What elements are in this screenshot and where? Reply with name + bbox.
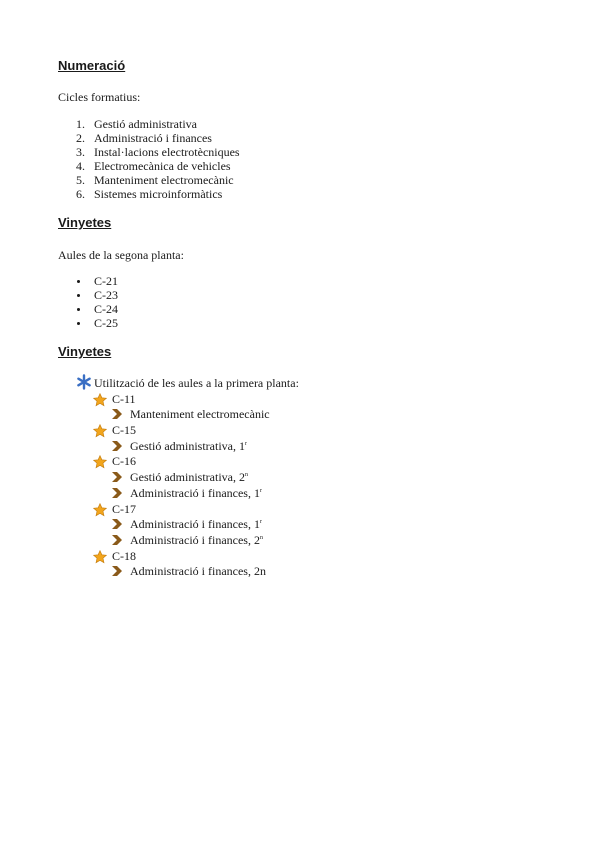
intro-cicles: Cicles formatius:: [58, 90, 141, 104]
list-item: [58, 316, 118, 330]
ordinal-suffix: r: [259, 487, 262, 494]
ordinal-suffix: n: [259, 534, 263, 541]
list-text: Manteniment electromecànic: [94, 173, 234, 187]
list-item: [58, 173, 240, 187]
room-item: [58, 502, 299, 518]
list-item: [58, 187, 240, 201]
room-item: [58, 423, 299, 439]
list-text: Gestió administrativa: [94, 117, 197, 131]
room-use-text: Administració i finances, 2n: [130, 564, 266, 579]
room-use-item: [58, 407, 299, 423]
ordinal-suffix: r: [259, 519, 262, 526]
bullet-dot-icon: [77, 308, 80, 311]
list-text: C-21: [94, 274, 118, 288]
room-label: C-15: [112, 423, 136, 438]
list-item: [58, 145, 240, 159]
heading-numeracio: Numeració: [58, 58, 126, 73]
room-use-text: Administració i finances, 1: [130, 517, 260, 532]
bullet-dot-icon: [77, 280, 80, 283]
ordinal-suffix: r: [244, 440, 247, 447]
room-use-text: Administració i finances, 2: [130, 532, 260, 547]
list-number: 2.: [76, 131, 85, 145]
list-item: [58, 274, 118, 288]
intro-aules-segona: Aules de la segona planta:: [58, 248, 184, 262]
list-number: 4.: [76, 159, 85, 173]
ordinal-suffix: n: [244, 472, 248, 479]
room-use-item: [58, 486, 299, 502]
list-item: [58, 376, 299, 392]
list-text: Utilització de les aules a la primera planta:: [94, 376, 299, 390]
room-use-item: [58, 517, 299, 533]
list-number: 5.: [76, 173, 85, 187]
list-text: C-23: [94, 288, 118, 302]
picture-bullet-list: [58, 376, 299, 580]
heading-vinyetes-1: Vinyetes: [58, 215, 112, 230]
list-number: 1.: [76, 117, 85, 131]
room-use-item: [58, 564, 299, 580]
list-number: 3.: [76, 145, 85, 159]
bullet-dot-icon: [77, 294, 80, 297]
room-label: C-16: [112, 454, 136, 469]
room-item: [58, 392, 299, 408]
room-use-text: Manteniment electromecànic: [130, 407, 270, 422]
bullet-dot-icon: [77, 322, 80, 325]
list-text: Electromecànica de vehicles: [94, 159, 231, 173]
arrow-bullet-icon: [111, 565, 123, 582]
room-use-item: [58, 439, 299, 455]
list-text: Instal·lacions electrotècniques: [94, 145, 240, 159]
bullet-list: [58, 274, 118, 330]
list-text: C-24: [94, 302, 118, 316]
heading-vinyetes-2: Vinyetes: [58, 344, 112, 359]
list-text: Sistemes microinformàtics: [94, 187, 223, 201]
rooms-list: [58, 392, 299, 580]
list-item: [58, 131, 240, 145]
room-use-item: [58, 533, 299, 549]
room-use-text: Gestió administrativa, 2: [130, 470, 245, 485]
room-label: C-17: [112, 501, 136, 516]
room-label: C-11: [112, 391, 136, 406]
room-use-item: [58, 470, 299, 486]
list-item: [58, 117, 240, 131]
room-use-text: Gestió administrativa, 1: [130, 438, 245, 453]
list-text: C-25: [94, 316, 118, 330]
list-item: [58, 159, 240, 173]
room-item: [58, 549, 299, 565]
room-item: [58, 454, 299, 470]
room-label: C-18: [112, 548, 136, 563]
list-item: [58, 302, 118, 316]
numbered-list: [58, 117, 240, 201]
list-item: [58, 288, 118, 302]
room-use-text: Administració i finances, 1: [130, 485, 260, 500]
list-number: 6.: [76, 187, 85, 201]
list-text: Administració i finances: [94, 131, 212, 145]
